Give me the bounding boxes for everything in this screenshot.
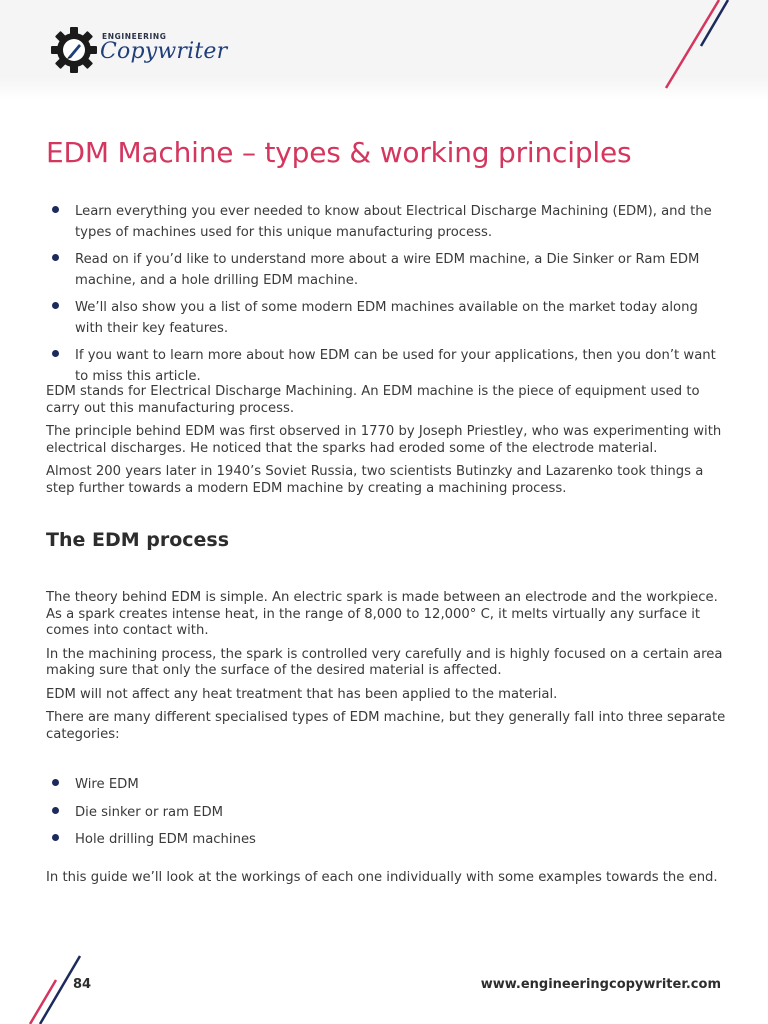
list-item bbox=[46, 296, 726, 337]
bullet-icon bbox=[52, 254, 59, 261]
edm-types-list bbox=[46, 773, 726, 856]
list-item bbox=[46, 773, 726, 794]
list-item bbox=[46, 344, 726, 385]
list-item bbox=[46, 828, 726, 849]
list-item bbox=[46, 801, 726, 822]
process-paragraphs bbox=[46, 590, 726, 750]
website-url: www.engineeringcopywriter.com bbox=[480, 977, 721, 992]
page-number: 84 bbox=[73, 977, 92, 992]
bullet-icon bbox=[52, 779, 59, 786]
bullet-text: Die sinker or ram EDM bbox=[75, 804, 223, 820]
list-item bbox=[46, 248, 726, 289]
logo-wordmark: Copywriter bbox=[100, 39, 228, 64]
bullet-text: Read on if you’d like to understand more about a wire EDM machine, a Die Sinker or Ram EDM machine, and a hole drilling EDM machine. bbox=[75, 252, 700, 288]
paragraph: There are many different specialised types of EDM machine, but they generally fall into three separate categories: bbox=[46, 710, 726, 742]
bullet-icon bbox=[52, 206, 59, 213]
paragraph: EDM stands for Electrical Discharge Machining. An EDM machine is the piece of equipment used to carry out this manufacturing process. bbox=[46, 384, 700, 416]
intro-bullet-list bbox=[46, 200, 726, 392]
decorative-slash-lines bbox=[655, 0, 735, 92]
section-heading: The EDM process bbox=[46, 529, 230, 551]
bullet-text: We’ll also show you a list of some modern EDM machines available on the market today along with their key features. bbox=[75, 300, 698, 336]
bullet-text: Wire EDM bbox=[75, 777, 139, 792]
bullet-icon bbox=[52, 302, 59, 309]
paragraph: Almost 200 years later in 1940’s Soviet Russia, two scientists Butinzky and Lazarenko took things a step further towards a modern EDM machine by creating a machining process. bbox=[46, 464, 704, 496]
gear-pen-icon bbox=[50, 26, 98, 74]
bullet-text: Learn everything you ever needed to know about Electrical Discharge Machining (EDM), and the types of machines used for this unique manufacturing process. bbox=[75, 204, 712, 240]
intro-paragraphs bbox=[46, 384, 726, 504]
bullet-icon bbox=[52, 807, 59, 814]
bullet-icon bbox=[52, 834, 59, 841]
engineering-copywriter-logo bbox=[50, 24, 228, 76]
paragraph: EDM will not affect any heat treatment that has been applied to the material. bbox=[46, 686, 558, 702]
paragraph: The theory behind EDM is simple. An electric spark is made between an electrode and the workpiece. As a spark creates intense heat, in the range of 8,000 to 12,000° C, it melts virtually any surface it comes into contact with. bbox=[46, 590, 718, 638]
logo-wordmark-small: ENGINEERING bbox=[102, 32, 167, 41]
bullet-text: If you want to learn more about how EDM can be used for your applications, then you don’t want to miss this article. bbox=[75, 348, 716, 384]
list-item bbox=[46, 200, 726, 241]
paragraph: The principle behind EDM was first observed in 1770 by Joseph Priestley, who was experimenting with electrical discharges. He noticed that the sparks had eroded some of the electrode material. bbox=[46, 424, 722, 456]
paragraph: In the machining process, the spark is controlled very carefully and is highly focused on a certain area making sure that only the surface of the desired material is affected. bbox=[46, 646, 723, 678]
closing-paragraph: In this guide we’ll look at the workings of each one individually with some examples towards the end. bbox=[46, 870, 718, 885]
page-title: EDM Machine – types & working principles bbox=[46, 136, 632, 169]
page-header bbox=[0, 0, 768, 100]
bullet-text: Hole drilling EDM machines bbox=[75, 832, 256, 847]
bullet-icon bbox=[52, 350, 59, 357]
